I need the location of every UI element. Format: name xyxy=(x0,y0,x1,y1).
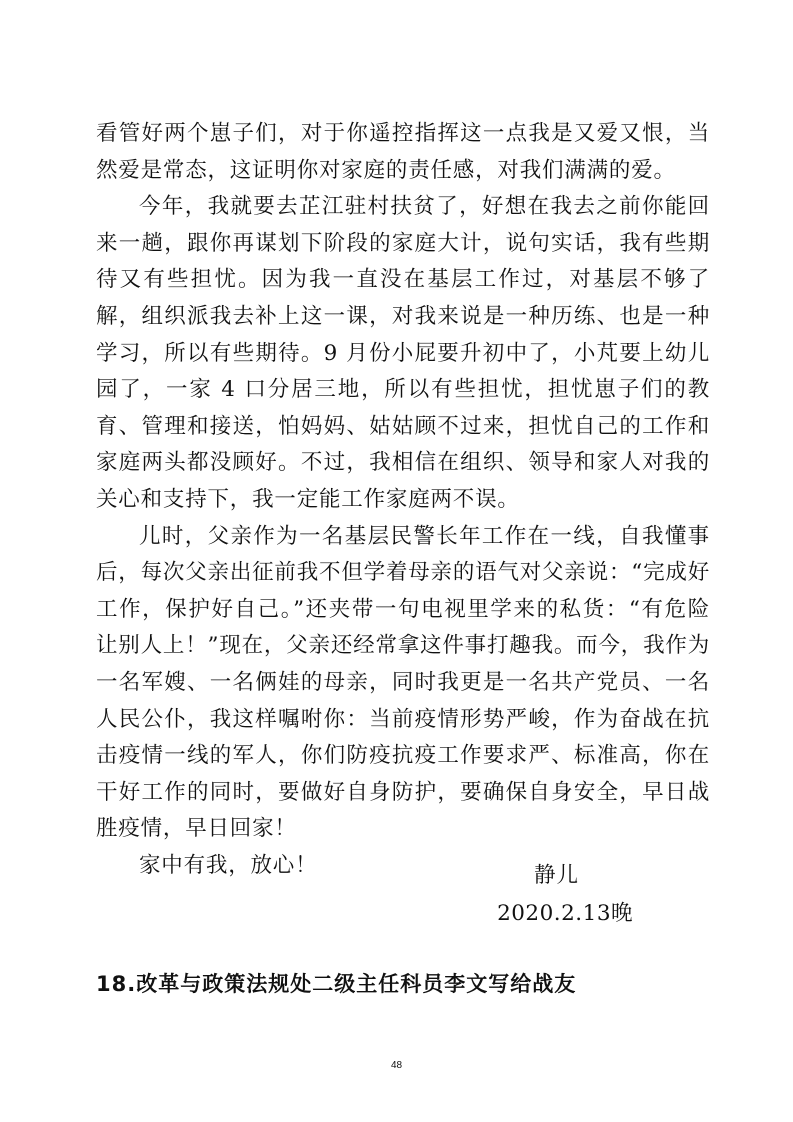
page-number: 48 xyxy=(390,1060,403,1071)
paragraph: 儿时，父亲作为一名基层民警长年工作在一线，自我懂事后，每次父亲出征前我不但学着母亲的语气对父亲说：“完成好工作，保护好自己。”还夹带一句电视里学来的私货：“有危险让别人上！”现在，父亲还经常拿这件事打趣我。而今，我作为一名军嫂、一名俩娃的母亲，同时我更是一名共产党员、一名人民公仆，我这样嘱咐你：当前疫情形势严峻，作为奋战在抗击疫情一线的军人，你们防疫抗疫工作要求严、标准高，你在干好工作的同时，要做好自身防护，要确保自身安全，早日战胜疫情，早日回家！ xyxy=(96,523,710,842)
section-heading: 18.改革与政策法规处二级主任科员李文写给战友 xyxy=(96,972,577,996)
paragraph: 今年，我就要去芷江驻村扶贫了，好想在我去之前你能回来一趟，跟你再谋划下阶段的家庭大计，说句实话，我有些期待又有些担忧。因为我一直没在基层工作过，对基层不够了解，组织派我去补上这一课，对我来说是一种历练、也是一种学习，所以有些期待。9 月份小屁要升初中了，小芃要上幼儿园了，一家 4 口分居三地，所以有些担忧，担忧崽子们的教育、管理和接送，怕妈妈、姑姑顾不过来，担忧自己的工作和家庭两头都没顾好。不过，我相信在组织、领导和家人对我的关心和支持下，我一定能工作家庭两不误。 xyxy=(96,194,710,512)
paragraph: 家中有我，放心！ xyxy=(139,852,318,878)
letter-signature: 静儿 xyxy=(533,863,579,888)
letter-body xyxy=(96,116,710,884)
paragraph-continued: 看管好两个崽子们，对于你遥控指挥这一点我是又爱又恨，当然爱是常态，这证明你对家庭的责任感，对我们满满的爱。 xyxy=(96,121,710,183)
letter-date: 2020.2.13晚 xyxy=(497,901,633,926)
